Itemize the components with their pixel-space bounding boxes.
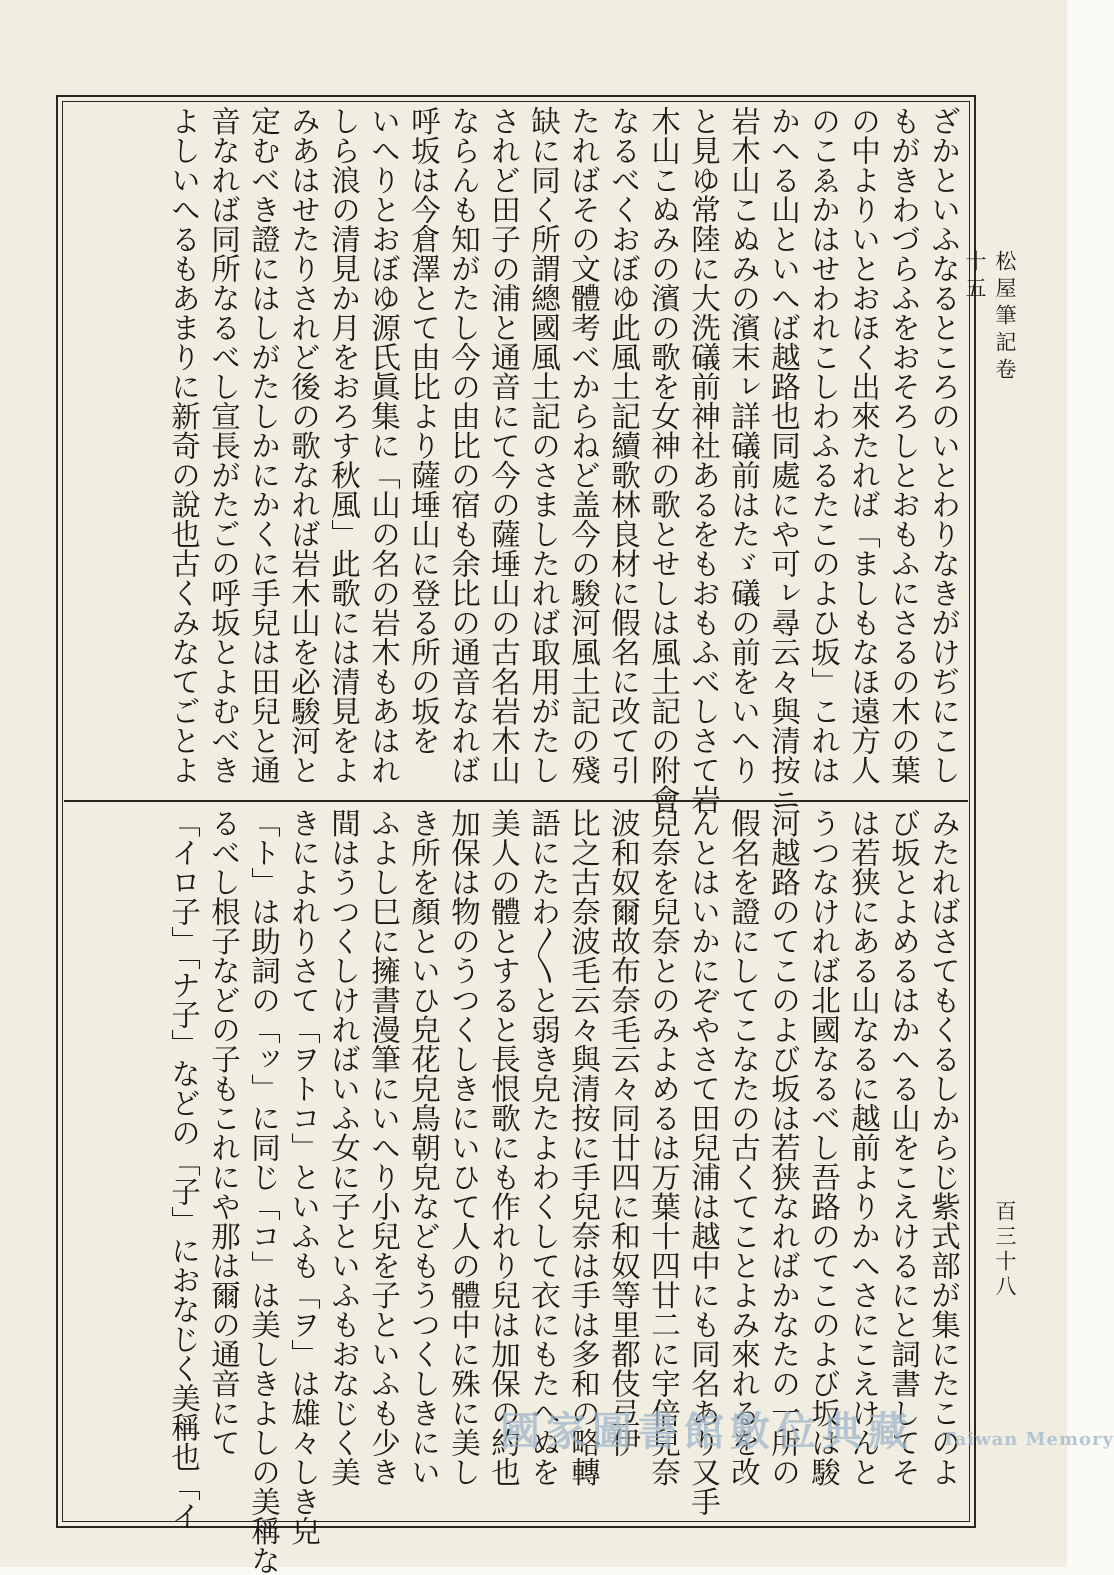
text-line: 加保は物のうつくしきにいひて人の體中に殊に美し xyxy=(447,808,481,1487)
text-line: もがきわづらふをおそろしとおもふにさるの木の葉 xyxy=(887,106,921,785)
text-line: たればその文體考べからねど盖今の駿河風土記の殘 xyxy=(567,106,601,785)
text-line: しら浪の清見か月をおろす秋風」此歌には清見をよ xyxy=(327,106,361,785)
text-line: 缺に同く所謂總國風土記のさましたれば取用がたし xyxy=(527,106,561,785)
library-watermark xyxy=(500,1400,1114,1455)
upper-text-block xyxy=(84,106,964,814)
watermark-subtext: Taiwan Memory xyxy=(941,1429,1114,1450)
text-line: 假名を證にしてこなたの古くてことよみ來れるを改 xyxy=(727,808,761,1487)
text-line: されど田子の浦と通音にて今の薩埵山の古名岩木山 xyxy=(487,106,521,785)
text-line: 比之古奈波毛云々與清按に手兒奈は手は多和の略轉 xyxy=(567,808,601,1487)
text-line: 兒奈を兒奈とのみよめるは万葉十四廿二に宇倍兒奈 xyxy=(647,808,681,1487)
text-line: 「イロ子」「ナ子」などの「子」におなじく美稱也「イ xyxy=(167,808,201,1531)
text-line: 美人の體とすると長恨歌にも作れり兒は加保の約也 xyxy=(487,808,521,1487)
text-line: 音なれば同所なるべし宣長がたごの呼坂とよむべき xyxy=(207,106,241,785)
text-line: よしいへるもあまりに新奇の說也古くみなてごとよ xyxy=(167,106,201,785)
text-line: 「ト」は助詞の「ッ」に同じ「コ」は美しきよしの美稱な xyxy=(247,808,281,1575)
text-line: いへりとおぼゆ源氏眞集に「山の名の岩木もあはれ xyxy=(367,106,401,785)
text-line: 波和奴爾故布奈毛云々同廿四に和奴等里都伎弖伊 xyxy=(607,808,641,1457)
text-line: 岩木山こぬみの濱末ㇾ詳礒前はたゞ礒の前をいへり xyxy=(727,106,761,785)
watermark-text: 國家圖書館數位典藏 xyxy=(500,1408,914,1455)
text-line: なるべくおぼゆ此風土記續歌林良材に假名に改て引 xyxy=(607,106,641,785)
text-line: び坂とよめるはかへる山をこえけるにと詞書してそ xyxy=(887,808,921,1487)
text-line: かへる山といへば越路也同處にや可ㇾ尋云々與清按ニ xyxy=(767,106,801,814)
text-line: の中よりいとおほく出來たれば「ましもなほ遠方人 xyxy=(847,106,881,785)
text-line: 呼坂は今倉澤とて由比より薩埵山に登る所の坂を xyxy=(407,106,441,755)
text-line: みあはせたりされど後の歌なれば岩木山を必駿河と xyxy=(287,106,321,785)
text-line: ふよし巳に擁書漫筆にいへり小兒を子といふも少き xyxy=(367,808,401,1487)
section-divider xyxy=(64,800,968,802)
text-line: みたればさてもくるしからじ紫式部が集にたこのよ xyxy=(927,808,961,1487)
text-line: 間はうつくしければいふ女に子といふもおなじく美 xyxy=(327,808,361,1487)
text-line: き所を顏といひ皃花皃鳥朝皃などもうつくしきにい xyxy=(407,808,441,1487)
text-line: ならんも知がたし今の由比の宿も余比の通音なれば xyxy=(447,106,481,785)
text-line: のこゑかはせわれこしわふるたこのよひ坂」これは xyxy=(807,106,841,785)
text-line: 河越路のてこのよび坂は若狭なればかなたの一所の xyxy=(767,808,801,1487)
text-line: うつなければ北國なるべし吾路のてこのよび坂は駿 xyxy=(807,808,841,1487)
text-line: と見ゆ常陸に大洗礒前神社あるをもおもふべしさて岩 xyxy=(687,106,721,814)
text-line: るべし根子などの子もこれにや那は爾の通音にて xyxy=(207,808,241,1457)
text-line: は若狭にある山なるに越前よりかへさにこえけんと xyxy=(847,808,881,1487)
text-line: 定むべき證にはしがたしかにかくに手兒は田兒と通 xyxy=(247,106,281,785)
text-line: きによれりさて「ヲトコ」といふも「ヲ」は雄々しき皃 xyxy=(287,808,321,1546)
running-head: 松屋筆記卷十五 xyxy=(963,250,1017,385)
text-line: 木山こぬみの濱の歌を女神の歌とせしは風土記の附會 xyxy=(647,106,681,814)
page-number: 百三十八 xyxy=(993,1200,1017,1300)
text-line: ざかといふなるところのいとわりなきがけぢにこし xyxy=(927,106,961,785)
text-line: んとはいかにぞやさて田兒浦は越中にも同名あり又手 xyxy=(687,808,721,1516)
text-line: 語にたわ〳〵と弱き皃たよわくして衣にもたへぬを xyxy=(527,808,561,1487)
